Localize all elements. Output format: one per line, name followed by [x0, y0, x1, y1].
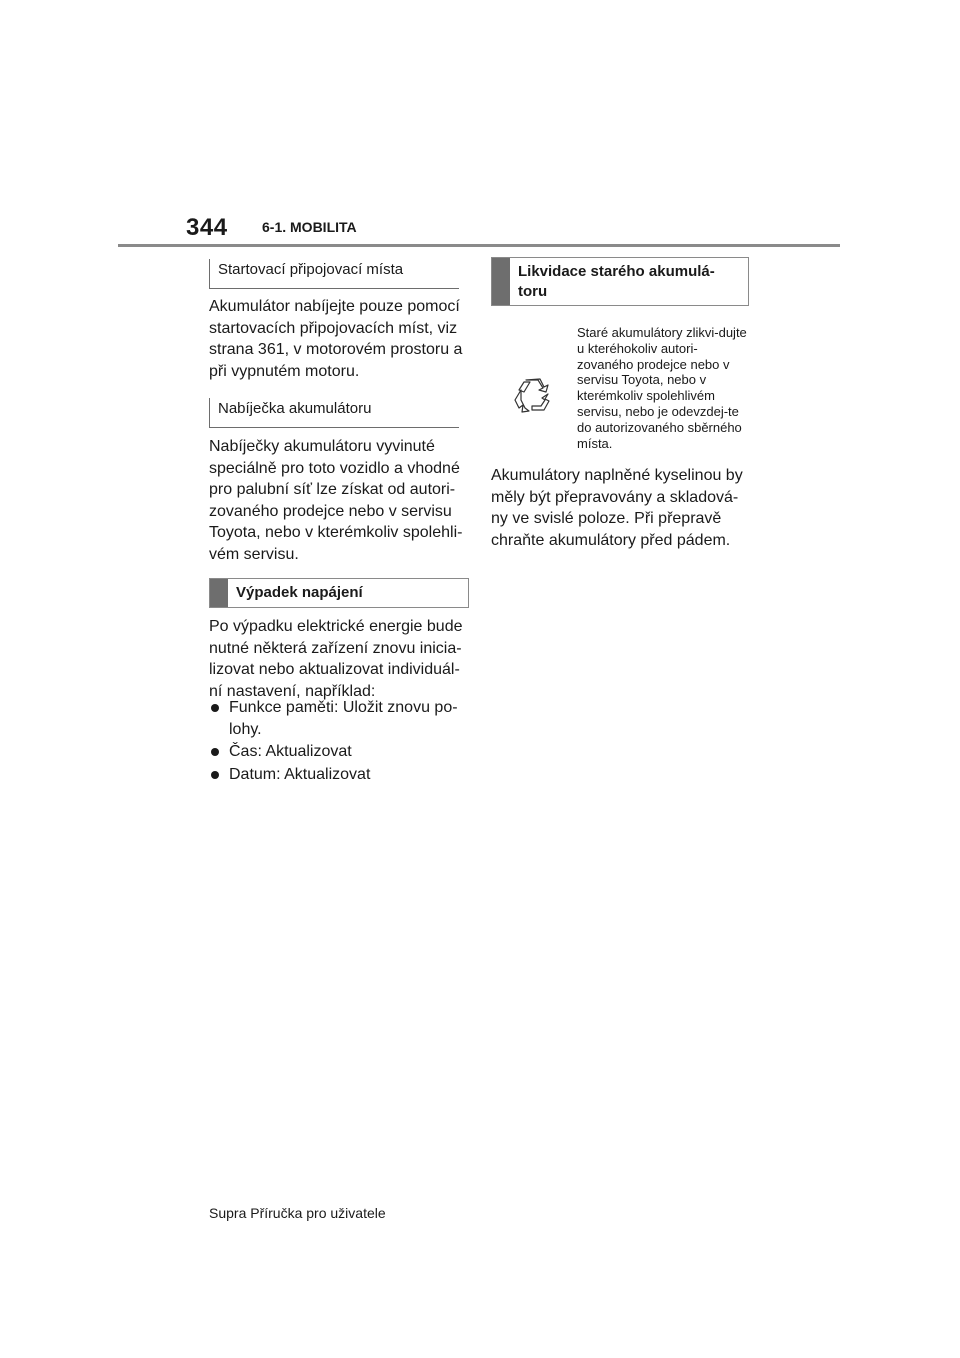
- heading-power-failure: [209, 578, 469, 608]
- footer-text: Supra Příručka pro uživatele: [209, 1205, 386, 1221]
- list-item: Čas: Aktualizovat: [209, 741, 471, 763]
- heading-battery-disposal-text: Likvidace starého akumulá-toru: [518, 263, 715, 300]
- heading-bar: [492, 258, 510, 305]
- bullet-list: [209, 697, 471, 786]
- heading-bar: [210, 579, 228, 607]
- recycle-icon: [512, 376, 552, 414]
- disposal-note: Staré akumulátory zlikvi-dujte u kteréhokoliv autori-zovaného prodejce nebo v servisu Toyota, nebo v kterémkoliv spolehlivém servisu, nebo je odevzdej-te do autorizovaného sběrného místa.: [577, 325, 747, 451]
- paragraph-acid-batteries: Akumulátory naplněné kyselinou by měly být přepravovány a skladová-ny ve svislé poloze. Při přepravě chraňte akumulátory před pádem.: [491, 467, 743, 549]
- subheading-charger: Nabíječka akumulátoru: [209, 398, 459, 428]
- heading-battery-disposal: [491, 257, 749, 306]
- list-item: Funkce paměti: Uložit znovu po-lohy.: [209, 697, 471, 740]
- section-title: 6-1. MOBILITA: [262, 219, 357, 235]
- paragraph-power-failure: Po výpadku elektrické energie bude nutné některá zařízení znovu inicia-lizovat nebo aktualizovat individuál-ní nastavení, například:: [209, 618, 463, 700]
- subheading-start-points: Startovací připojovací místa: [209, 259, 459, 289]
- header-rule: [118, 244, 840, 247]
- list-item: Datum: Aktualizovat: [209, 764, 471, 786]
- page-number: 344: [186, 214, 228, 241]
- heading-power-failure-text: Výpadek napájení: [236, 584, 363, 601]
- paragraph-charger: Nabíječky akumulátoru vyvinuté speciálně pro toto vozidlo a vhodné pro palubní síť lze získat od autori-zovaného prodejce nebo v servisu Toyota, nebo v kterémkoliv spolehli-vém servisu.: [209, 438, 463, 563]
- paragraph-start-points: Akumulátor nabíjejte pouze pomocí startovacích připojovacích míst, viz strana 361, v motorovém prostoru a při vypnutém motoru.: [209, 298, 463, 380]
